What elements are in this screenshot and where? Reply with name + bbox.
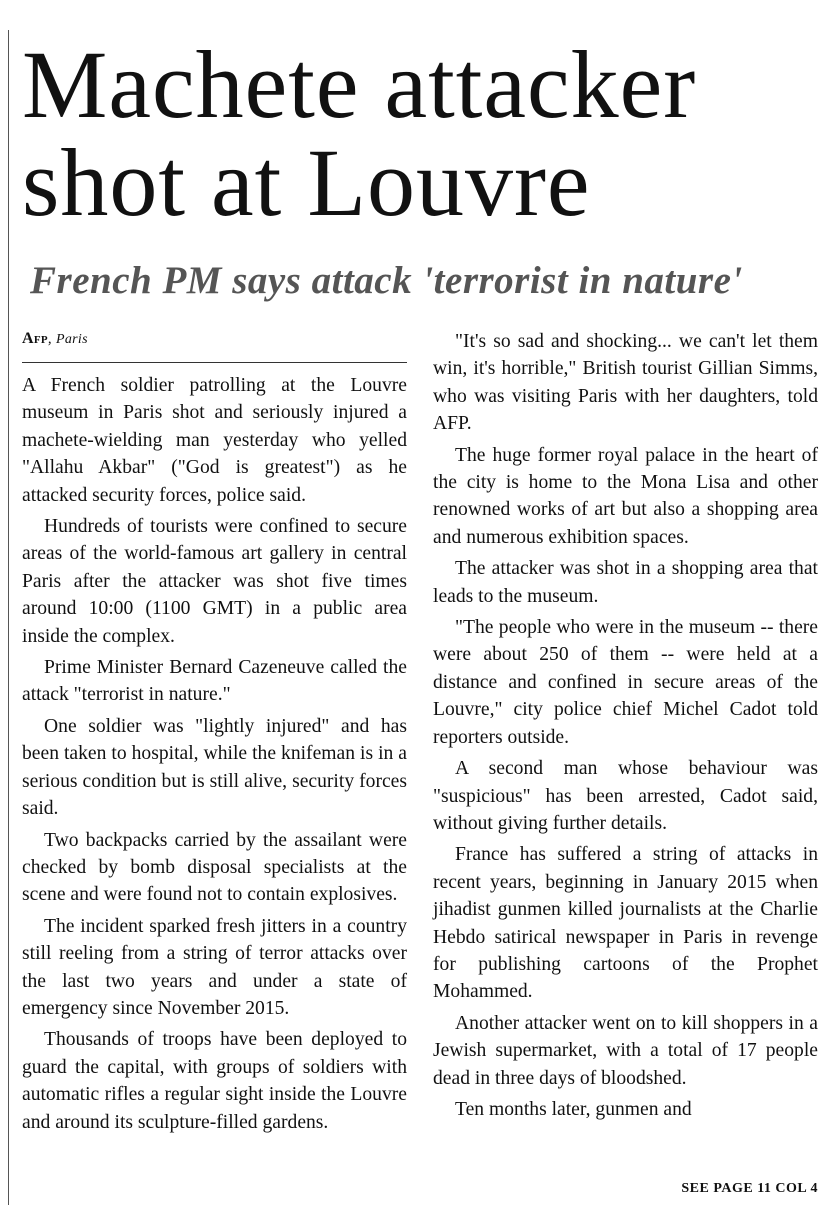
paragraph: Another attacker went on to kill shoppers in a Jewish supermarket, with a total of 17 people dead in three days of bloodshed. xyxy=(433,1012,818,1089)
paragraph: One soldier was "lightly injured" and has been taken to hospital, while the knifeman is in a serious condition but is still alive, security forces said. xyxy=(22,715,407,820)
left-column-rule xyxy=(8,30,9,1205)
dateline xyxy=(22,328,407,363)
article-column-left xyxy=(22,328,407,1140)
paragraph: France has suffered a string of attacks in recent years, beginning in January 2015 when jihadist gunmen killed journalists at the Charlie Hebdo satirical newspaper in Paris in revenge for publishing cartoons of the Prophet Mohammed. xyxy=(433,844,818,1003)
dateline-place: Paris xyxy=(56,332,88,347)
subheadline: French PM says attack 'terrorist in nature' xyxy=(30,259,743,302)
paragraph: The attacker was shot in a shopping area that leads to the museum. xyxy=(433,558,818,607)
paragraph: A second man whose behaviour was "suspicious" has been arrested, Cadot said, without giving further details. xyxy=(433,758,818,834)
headline xyxy=(22,31,822,236)
dateline-separator: , xyxy=(47,331,57,347)
paragraph: Hundreds of tourists were confined to secure areas of the world-famous art gallery in central Paris after the attacker was shot five times around 10:00 (1100 GMT) in a public area inside the complex. xyxy=(22,516,407,647)
paragraph: Ten months later, gunmen and xyxy=(455,1098,692,1120)
paragraph: Two backpacks carried by the assailant were checked by bomb disposal specialists at the scene and were found not to contain explosives. xyxy=(22,829,407,906)
paragraph: A French soldier patrolling at the Louvre museum in Paris shot and seriously injured a machete-wielding man yesterday who yelled "Allahu Akbar" ("God is greatest") as he attacked security forces, police said. xyxy=(22,375,407,506)
paragraph: The incident sparked fresh jitters in a country still reeling from a string of terror attacks over the last two years and under a state of emergency since November 2015. xyxy=(22,915,407,1019)
continued-on-page-note: SEE PAGE 11 COL 4 xyxy=(681,1181,818,1196)
article-column-right xyxy=(433,328,818,1127)
paragraph: The huge former royal palace in the heart of the city is home to the Mona Lisa and other renowned works of art but also a shopping area and numerous exhibition spaces. xyxy=(433,444,818,548)
dateline-agency: Afp xyxy=(22,330,48,347)
paragraph: Thousands of troops have been deployed to guard the capital, with groups of soldiers with automatic rifles a regular sight inside the Louvre and around its sculpture-filled gardens. xyxy=(22,1029,407,1133)
paragraph: Prime Minister Bernard Cazeneuve called the attack "terrorist in nature." xyxy=(22,657,407,706)
paragraph: "It's so sad and shocking... we can't let them win, it's horrible," British tourist Gillian Simms, who was visiting Paris with her daughters, told AFP. xyxy=(433,331,818,435)
paragraph: "The people who were in the museum -- there were about 250 of them -- were held at a distance and confined in secure areas of the Louvre," city police chief Michel Cadot told reporters outside. xyxy=(433,617,818,748)
headline-line-2: shot at Louvre xyxy=(22,129,591,236)
headline-line-1: Machete attacker xyxy=(22,31,697,138)
